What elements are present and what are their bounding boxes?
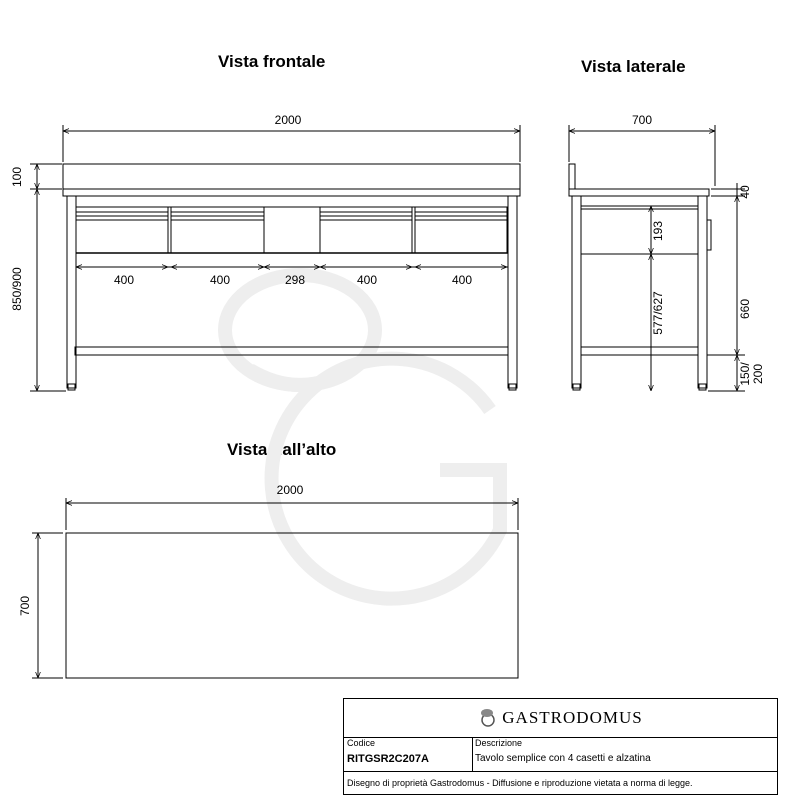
- front-total-height-dim: 850/900: [10, 267, 24, 311]
- drawer-dim-3: 400: [356, 273, 378, 287]
- side-foot-height-dim: [738, 362, 765, 386]
- side-view-title: Vista laterale: [581, 57, 686, 76]
- front-view-drawing: [30, 125, 520, 391]
- title-block: [343, 698, 778, 795]
- front-width-dim: 2000: [274, 113, 302, 127]
- ownership-notice: Disegno di proprietà Gastrodomus - Diffusione e riproduzione vietata a norma di legge.: [347, 778, 693, 788]
- side-backsplash-dim: 40: [738, 185, 752, 199]
- code-value: RITGSR2C207A: [347, 753, 429, 765]
- description-value: Tavolo semplice con 4 casetti e alzatina: [475, 753, 651, 764]
- top-depth-dim: 700: [18, 595, 32, 617]
- side-depth-dim: 700: [631, 113, 653, 127]
- front-top-height-dim: 100: [10, 166, 24, 188]
- front-drawers: [76, 207, 508, 253]
- title-block-info-row: [344, 737, 777, 772]
- side-foot-height-dim-line: 200: [751, 363, 765, 385]
- drawer-dim-2: 400: [209, 273, 231, 287]
- description-label: Descrizione: [475, 738, 523, 748]
- chef-hat-icon: [478, 707, 498, 729]
- side-frame-height-dim: 660: [738, 298, 752, 320]
- side-foot-height-dim-line: 150/: [738, 362, 752, 386]
- code-cell: [344, 737, 473, 771]
- brand-name: GASTRODOMUS: [502, 708, 643, 727]
- side-leg-space-dim: 577/627: [651, 291, 665, 335]
- description-cell: [472, 737, 777, 771]
- drawer-dim-gap: 298: [284, 273, 306, 287]
- title-block-logo: [344, 699, 777, 738]
- drawer-dim-4: 400: [451, 273, 473, 287]
- drawer-dim-1: 400: [113, 273, 135, 287]
- side-drawer-height-dim: 193: [651, 220, 665, 242]
- code-label: Codice: [347, 738, 376, 748]
- side-view-drawing: [569, 125, 745, 391]
- top-width-dim: 2000: [276, 483, 304, 497]
- top-view-title: Vista dall’alto: [227, 440, 337, 459]
- front-view-title: Vista frontale: [218, 52, 326, 71]
- top-view-drawing: [32, 498, 518, 678]
